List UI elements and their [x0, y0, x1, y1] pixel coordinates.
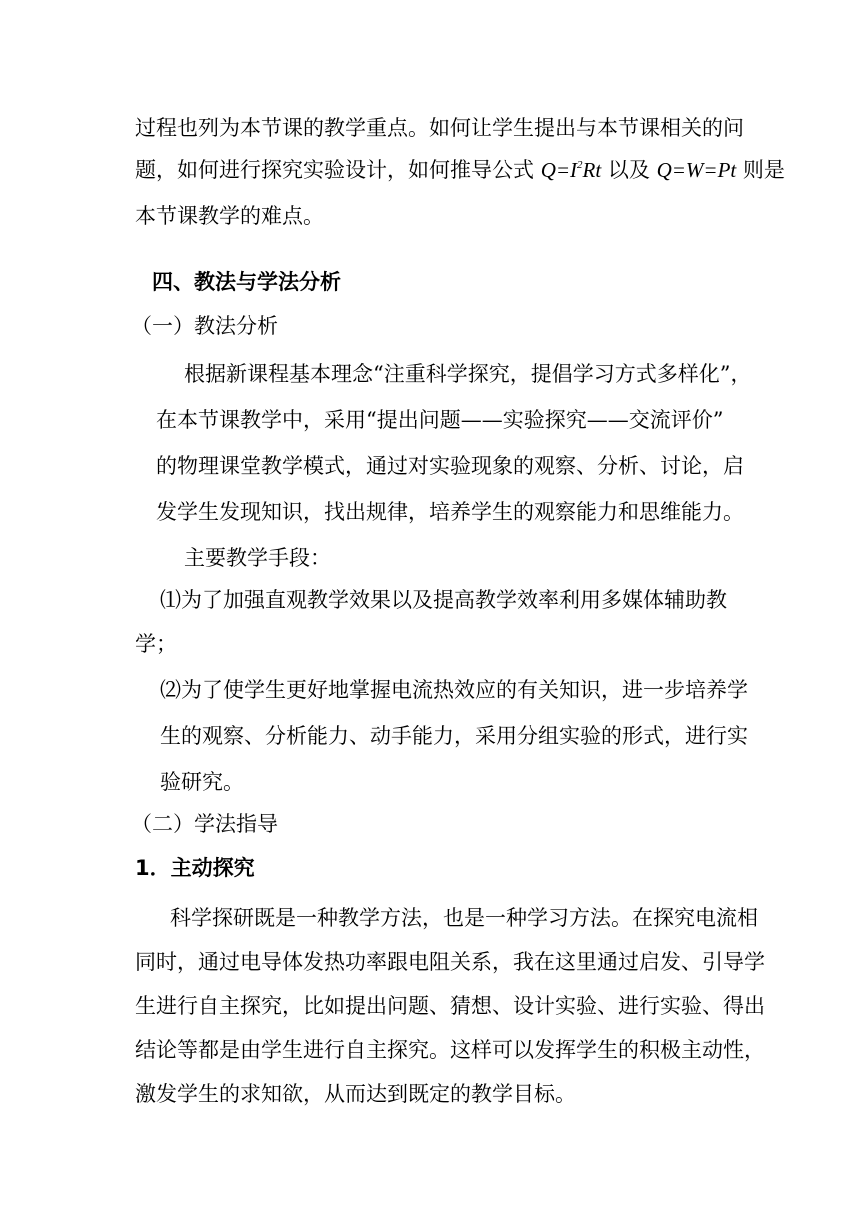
- list-item-1-line: ⑴为了加强直观教学效果以及提高教学效率利用多媒体辅助教: [160, 588, 727, 612]
- paragraph-line: 科学探研既是一种教学方法，也是一种学习方法。在探究电流相: [170, 906, 758, 930]
- paragraph-line: 结论等都是由学生进行自主探究。这样可以发挥学生的积极主动性，: [135, 1038, 765, 1062]
- paragraph-line-with-formula: [135, 160, 785, 181]
- list-item-1-line: 学；: [135, 632, 177, 656]
- paragraph-line: 根据新课程基本理念“注重科学探究，提倡学习方式多样化”，: [184, 362, 752, 386]
- formula-superscript: 2: [577, 159, 583, 171]
- paragraph-line: 过程也列为本节课的教学重点。如何让学生提出与本节课相关的问: [135, 116, 744, 140]
- subsection-heading: （一）教法分析: [131, 314, 278, 338]
- formula-q-w-pt: Q=W=Pt: [656, 158, 737, 182]
- paragraph-line: 的物理课堂教学模式，通过对实验现象的观察、分析、讨论，启: [156, 454, 744, 478]
- list-item-2-line: ⑵为了使学生更好地掌握电流热效应的有关知识，进一步培养学: [160, 678, 748, 702]
- text: 以及: [601, 158, 657, 182]
- formula-q-i2rt: [541, 158, 602, 182]
- list-item-2-line: 生的观察、分析能力、动手能力，采用分组实验的形式，进行实: [160, 724, 748, 748]
- paragraph-line: 发学生发现知识，找出规律，培养学生的观察能力和思维能力。: [156, 500, 744, 524]
- paragraph-line: 激发学生的求知欲，从而达到既定的教学目标。: [135, 1082, 576, 1106]
- paragraph-line: 在本节课教学中，采用“提出问题——实验探究——交流评价”: [156, 408, 724, 432]
- list-item-2-line: 验研究。: [160, 770, 244, 794]
- text: 则是: [736, 158, 785, 182]
- section-heading: 四、教法与学法分析: [152, 270, 341, 294]
- subsection-heading: （二）学法指导: [131, 812, 278, 836]
- formula-part: Q=I: [540, 158, 578, 182]
- text: 题，如何进行探究实验设计，如何推导公式: [135, 158, 541, 182]
- paragraph-line: 本节课教学的难点。: [135, 204, 324, 228]
- means-title: 主要教学手段：: [184, 546, 331, 570]
- paragraph-line: 生进行自主探究，比如提出问题、猜想、设计实验、进行实验、得出: [135, 994, 765, 1018]
- paragraph-line: 同时，通过电导体发热功率跟电阻关系，我在这里通过启发、引导学: [135, 950, 765, 974]
- formula-part: Rt: [582, 158, 602, 182]
- point-heading: 1．主动探究: [135, 856, 255, 880]
